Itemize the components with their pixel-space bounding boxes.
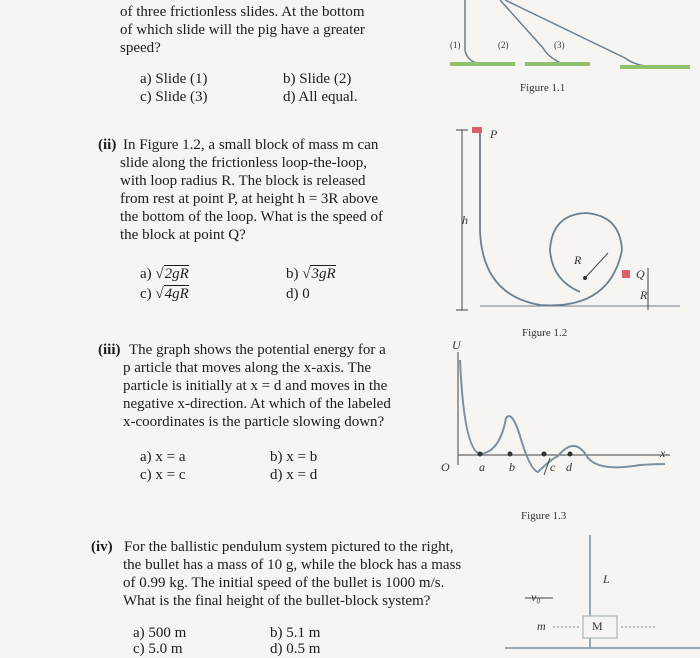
axis-label-x: x bbox=[660, 446, 666, 460]
label-b: b bbox=[509, 460, 515, 474]
label-O: O bbox=[441, 460, 450, 474]
slide-1-curve bbox=[465, 0, 481, 64]
q4-option-b[interactable]: b) 5.1 m bbox=[270, 625, 321, 641]
q1-stem-line3: speed? bbox=[120, 40, 161, 56]
q2-line3: with loop radius R. The block is released bbox=[120, 173, 366, 189]
point-d bbox=[568, 452, 573, 457]
q3-line5: x-coordinates is the particle slowing down? bbox=[123, 414, 385, 430]
label-m: m bbox=[537, 619, 546, 633]
sqrt-symbol: √ bbox=[155, 266, 164, 282]
label-c: c bbox=[550, 460, 556, 474]
q3-option-b[interactable]: b) x = b bbox=[270, 449, 318, 465]
label-R-circle: R bbox=[574, 253, 582, 267]
q3-line4: negative x-direction. At which of the labeled bbox=[123, 396, 391, 412]
q2-option-b-prefix: b) bbox=[286, 266, 299, 282]
label-R-side: R bbox=[640, 288, 648, 302]
q3-option-d[interactable]: d) x = d bbox=[270, 467, 318, 483]
q2-option-c-prefix: c) bbox=[140, 286, 152, 302]
q2-line5: the bottom of the loop. What is the speed of bbox=[120, 209, 384, 225]
sqrt-symbol: √ bbox=[155, 286, 164, 302]
figure-1-2-loop bbox=[450, 120, 700, 320]
slide-2-label: (2) bbox=[498, 40, 509, 50]
q2-number: (ii) bbox=[98, 137, 117, 153]
q2-line4: from rest at point P, at height h = 3R above bbox=[120, 191, 379, 207]
slide-1-label: (1) bbox=[450, 40, 461, 50]
q1-stem-line1: of three frictionless slides. At the bottom bbox=[120, 4, 365, 20]
q2-line2: slide along the frictionless loop-the-loop, bbox=[120, 155, 368, 171]
q3-line3: particle is initially at x = d and moves in the bbox=[123, 378, 388, 394]
slide-3-curve bbox=[505, 0, 645, 66]
loop-track bbox=[480, 130, 622, 305]
figure-1-2-caption: Figure 1.2 bbox=[522, 327, 568, 339]
figure-1-3-caption: Figure 1.3 bbox=[521, 510, 567, 522]
q1-option-c[interactable]: c) Slide (3) bbox=[140, 89, 208, 105]
q4-line2: the bullet has a mass of 10 g, while the block has a mass bbox=[123, 557, 462, 573]
q4-option-d[interactable]: d) 0.5 m bbox=[270, 641, 321, 657]
label-Q: Q bbox=[636, 267, 645, 281]
label-P: P bbox=[490, 127, 498, 141]
label-v0: v₀ bbox=[531, 590, 541, 604]
label-a: a bbox=[479, 460, 485, 474]
label-L: L bbox=[603, 572, 610, 586]
block-at-Q bbox=[622, 270, 630, 278]
q4-line1: For the ballistic pendulum system pictured to the right, bbox=[124, 539, 454, 555]
q1-option-d[interactable]: d) All equal. bbox=[283, 89, 358, 105]
q1-stem-line2: of which slide will the pig have a greater bbox=[120, 22, 365, 38]
label-d: d bbox=[566, 460, 572, 474]
axis-label-U: U bbox=[452, 338, 461, 352]
slide-3-label: (3) bbox=[554, 40, 565, 50]
q2-option-c-expr: 4gR bbox=[164, 286, 189, 302]
q2-line6: the block at point Q? bbox=[120, 227, 246, 243]
q3-line1: The graph shows the potential energy for a bbox=[129, 342, 386, 358]
q4-line3: of 0.99 kg. The initial speed of the bullet is 1000 m/s. bbox=[123, 575, 445, 591]
q1-option-a[interactable]: a) Slide (1) bbox=[140, 71, 208, 87]
radius-line bbox=[585, 253, 608, 278]
q3-option-a[interactable]: a) x = a bbox=[140, 449, 186, 465]
q2-option-d[interactable]: d) 0 bbox=[286, 286, 310, 302]
q4-option-c[interactable]: c) 5.0 m bbox=[133, 641, 183, 657]
loop-center bbox=[583, 276, 587, 280]
q2-option-a-prefix: a) bbox=[140, 266, 152, 282]
q2-option-a[interactable] bbox=[140, 265, 189, 283]
q2-line1: In Figure 1.2, a small block of mass m can bbox=[123, 137, 379, 153]
q2-option-c[interactable] bbox=[140, 285, 189, 303]
q4-number: (iv) bbox=[91, 539, 113, 555]
q3-number: (iii) bbox=[98, 342, 121, 358]
slide-2-curve bbox=[500, 0, 563, 64]
q2-option-b-expr: 3gR bbox=[311, 266, 336, 282]
point-c bbox=[542, 452, 547, 457]
point-b bbox=[508, 452, 513, 457]
q2-option-a-expr: 2gR bbox=[164, 266, 189, 282]
q3-line2: p article that moves along the x-axis. The bbox=[123, 360, 371, 376]
point-a bbox=[478, 452, 483, 457]
q3-option-c[interactable]: c) x = c bbox=[140, 467, 186, 483]
label-h: h bbox=[462, 213, 468, 227]
q4-line4: What is the final height of the bullet-block system? bbox=[123, 593, 431, 609]
q2-option-b[interactable] bbox=[286, 265, 336, 283]
q4-option-a[interactable]: a) 500 m bbox=[133, 625, 187, 641]
q1-option-b[interactable]: b) Slide (2) bbox=[283, 71, 352, 87]
figure-1-1-slides bbox=[445, 0, 700, 100]
label-M: M bbox=[592, 619, 603, 633]
sqrt-symbol: √ bbox=[302, 266, 311, 282]
figure-1-1-caption: Figure 1.1 bbox=[520, 82, 566, 94]
block-at-P bbox=[472, 127, 482, 133]
